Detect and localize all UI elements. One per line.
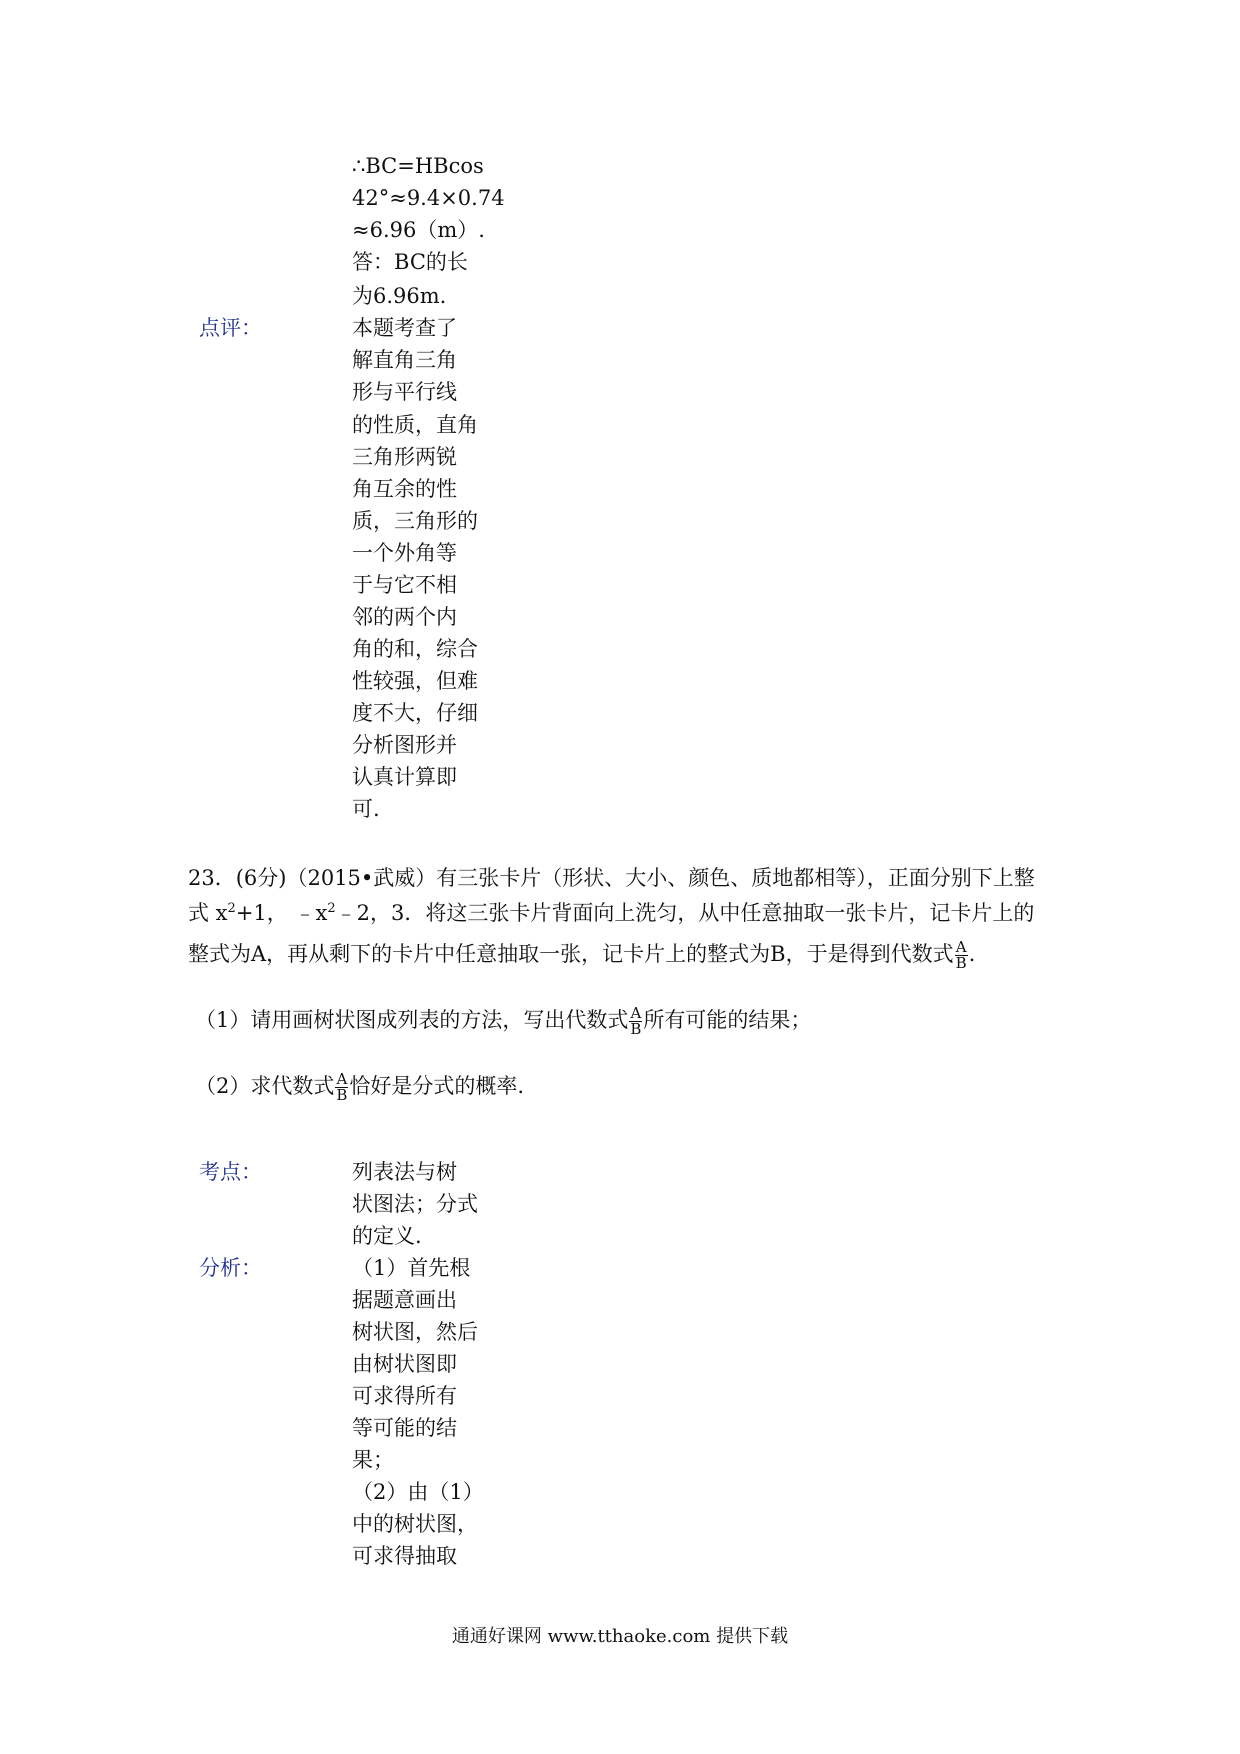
review-line: 角互余的性 — [352, 477, 457, 501]
fraction-numerator: A — [955, 938, 967, 956]
review-line: 认真计算即 — [352, 765, 457, 789]
problem-text: 整式为A，再从剩下的卡片中任意抽取一张，记卡片上的整式为B，于是得到代数式 — [188, 942, 954, 966]
fenxi-line: 可求得抽取 — [352, 1544, 457, 1568]
kaodian-line: 列表法与树 — [352, 1160, 457, 1184]
question-1 — [195, 1004, 811, 1037]
solution-line: 42°≈9.4×0.74 — [352, 186, 505, 210]
expr-text: 式 x — [188, 901, 228, 925]
question-2 — [195, 1070, 524, 1103]
expr-text: +1， — [235, 901, 288, 925]
review-line: 质，三角形的 — [352, 509, 478, 533]
kaodian-line: 的定义. — [352, 1224, 422, 1248]
review-line: 性较强，但难 — [352, 669, 478, 693]
fenxi-line: 由树状图即 — [352, 1352, 457, 1376]
review-line: 可. — [352, 797, 380, 821]
review-line: 一个外角等 — [352, 541, 457, 565]
solution-line: ≈6.96（m）. — [352, 218, 485, 242]
kaodian-line: 状图法；分式 — [352, 1192, 478, 1216]
review-label: 点评： — [199, 316, 262, 340]
fenxi-line: （1）首先根 — [352, 1256, 471, 1280]
question-text: 恰好是分式的概率. — [349, 1074, 525, 1098]
review-line: 本题考查了 — [352, 316, 457, 340]
problem-line-1: 23．(6分)（2015•武威）有三张卡片（形状、大小、颜色、质地都相等），正面分别下上整 — [188, 866, 1035, 890]
expr-text: ﹣x — [294, 901, 328, 925]
fenxi-label: 分析： — [199, 1256, 262, 1280]
problem-line-2 — [188, 897, 1034, 929]
review-line: 角的和，综合 — [352, 637, 478, 661]
review-line: 邻的两个内 — [352, 605, 457, 629]
fraction-denominator: B — [630, 1020, 642, 1038]
expr-text: ﹣2，3．将这三张卡片背面向上洗匀，从中任意抽取一张卡片，记卡片上的 — [335, 901, 1035, 925]
fraction-numerator: A — [630, 1004, 642, 1022]
page-footer: 通通好课网 www.tthaoke.com 提供下载 — [451, 1626, 789, 1647]
solution-line: 答：BC的长 — [352, 250, 468, 274]
fraction-a-over-b — [955, 940, 968, 971]
kaodian-label: 考点： — [199, 1160, 262, 1184]
fenxi-line: 等可能的结 — [352, 1416, 457, 1440]
exponent: 2 — [327, 901, 336, 916]
question-text: 所有可能的结果； — [643, 1008, 812, 1032]
fenxi-line: 果； — [352, 1448, 394, 1472]
review-line: 度不大，仔细 — [352, 701, 478, 725]
fenxi-line: 树状图，然后 — [352, 1320, 478, 1344]
review-line: 的性质，直角 — [352, 413, 478, 437]
review-line: 三角形两锐 — [352, 445, 457, 469]
fenxi-line: 据题意画出 — [352, 1288, 457, 1312]
fraction-a-over-b — [629, 1006, 642, 1037]
fraction-denominator: B — [955, 954, 967, 972]
fraction-numerator: A — [336, 1070, 348, 1088]
fraction-a-over-b — [335, 1072, 348, 1103]
solution-line: 为6.96m. — [352, 284, 447, 308]
fenxi-line: 中的树状图， — [352, 1512, 478, 1536]
review-line: 于与它不相 — [352, 573, 457, 597]
fenxi-line: （2）由（1） — [352, 1480, 484, 1504]
problem-line-3 — [188, 938, 975, 971]
exponent: 2 — [227, 901, 236, 916]
review-line: 解直角三角 — [352, 348, 457, 372]
review-line: 形与平行线 — [352, 380, 457, 404]
fraction-denominator: B — [336, 1086, 348, 1104]
solution-line: ∴BC=HBcos — [352, 154, 484, 178]
fenxi-line: 可求得所有 — [352, 1384, 457, 1408]
question-text: （1）请用画树状图成列表的方法，写出代数式 — [195, 1008, 629, 1032]
review-line: 分析图形并 — [352, 733, 457, 757]
period: . — [968, 942, 976, 966]
question-text: （2）求代数式 — [195, 1074, 335, 1098]
